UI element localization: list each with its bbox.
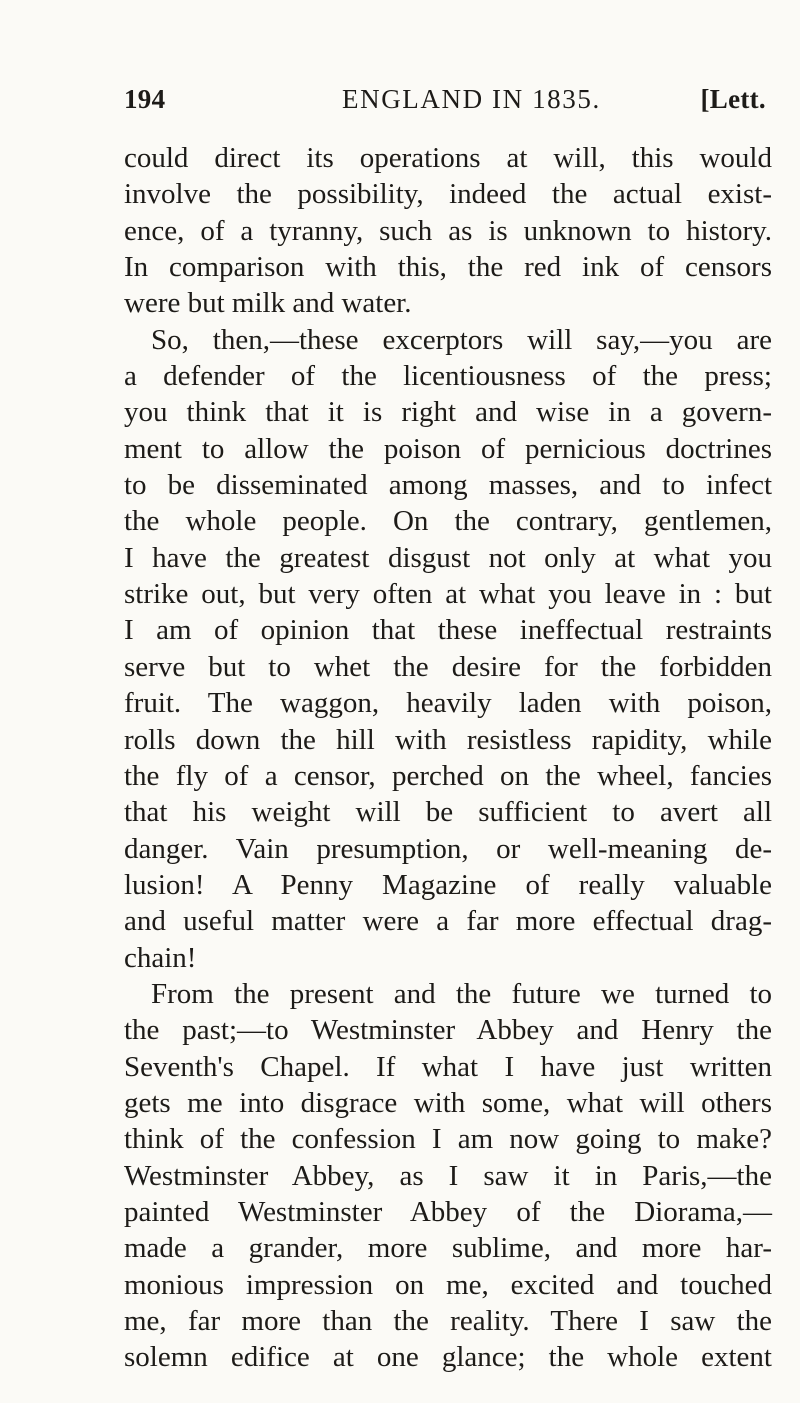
text-line: danger. Vain presumption, or well-meaning de- [124,832,772,865]
text-line: the whole people. On the contrary, gentlemen, [124,505,772,538]
text-line: painted Westminster Abbey of the Diorama,— [124,1195,772,1228]
text-line: that his weight will be sufficient to avert all [124,796,772,829]
text-line: to be disseminated among masses, and to infect [124,469,772,502]
text-line: chain! [124,941,197,974]
page-number: 194 [124,84,166,114]
text-line: the fly of a censor, perched on the wheel, fancies [124,759,772,792]
text-line: monious impression on me, excited and touched [124,1268,772,1301]
text-line: were but milk and water. [124,287,412,320]
text-line: gets me into disgrace with some, what will others [124,1086,772,1119]
running-section-abbreviation: [Lett. [700,84,766,114]
text-line: strike out, but very often at what you leave in : but [124,578,772,611]
text-line: fruit. The waggon, heavily laden with poison, [124,687,772,720]
text-line: think of the confession I am now going to make? [124,1123,772,1156]
body-text [124,140,772,1376]
text-line: So, then,—these excerptors will say,—you are [151,323,772,356]
text-line: I have the greatest disgust not only at what you [124,541,772,574]
text-line: a defender of the licentiousness of the press; [124,360,772,393]
text-line: you think that it is right and wise in a govern- [124,396,772,429]
text-line: and useful matter were a far more effectual drag- [124,905,772,938]
text-line: ment to allow the poison of pernicious doctrines [124,432,772,465]
running-title: ENGLAND IN 1835. [342,84,601,114]
text-line: serve but to whet the desire for the forbidden [124,650,772,683]
text-line: rolls down the hill with resistless rapidity, while [124,723,772,756]
text-line: solemn edifice at one glance; the whole extent [124,1341,772,1374]
text-line: I am of opinion that these ineffectual restraints [124,614,772,647]
text-line: involve the possibility, indeed the actual exist- [124,178,772,211]
text-line: the past;—to Westminster Abbey and Henry the [124,1014,772,1047]
text-line: In comparison with this, the red ink of censors [124,251,772,284]
text-line: Seventh's Chapel. If what I have just written [124,1050,772,1083]
text-line: could direct its operations at will, this would [124,142,772,174]
text-line: me, far more than the reality. There I saw the [124,1305,772,1337]
text-line: From the present and the future we turned to [151,977,772,1010]
text-line: lusion! A Penny Magazine of really valuable [124,868,772,901]
running-header [124,78,766,120]
text-line: made a grander, more sublime, and more har- [124,1232,772,1265]
text-line: Westminster Abbey, as I saw it in Paris,—the [124,1159,772,1192]
text-line: ence, of a tyranny, such as is unknown to history. [124,214,772,247]
